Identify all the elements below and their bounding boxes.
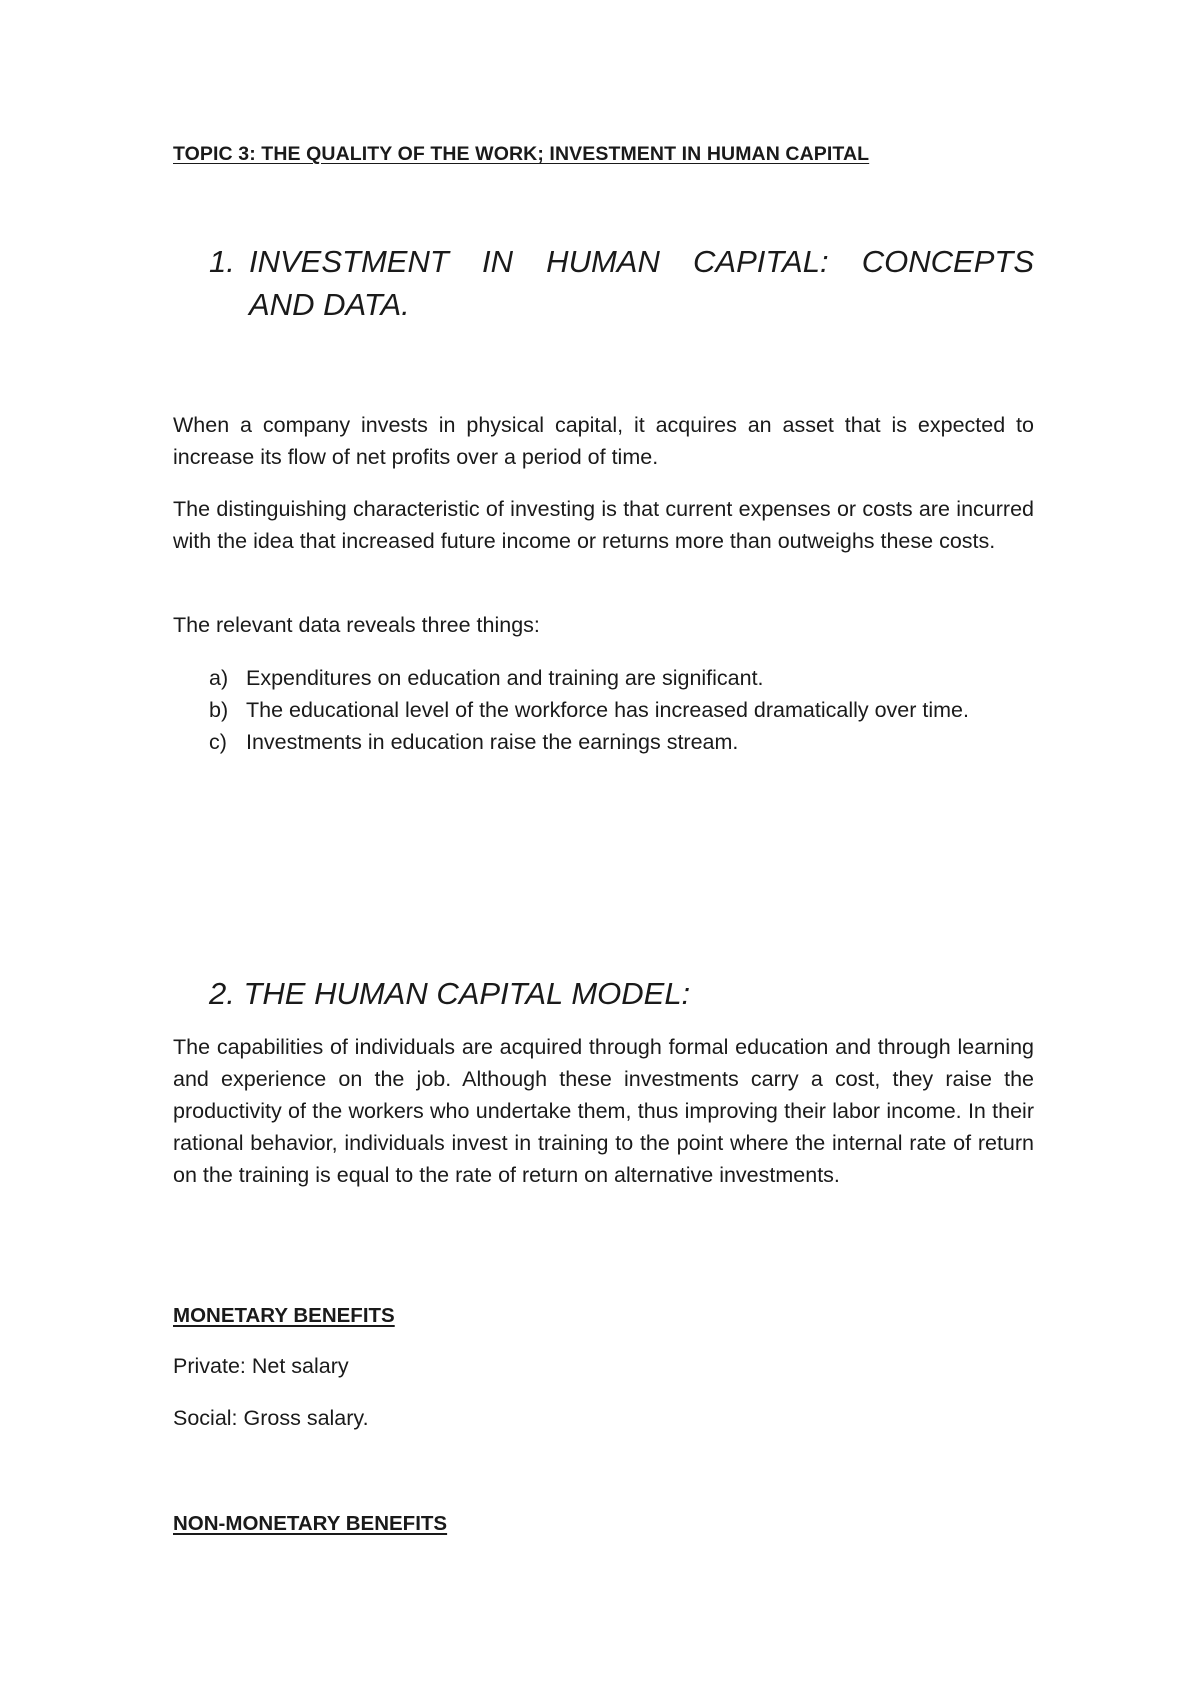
monetary-benefits-heading: MONETARY BENEFITS (173, 1304, 395, 1327)
list-marker: b) (209, 698, 229, 722)
list-item-text: The educational level of the workforce has increased dramatically over time. (246, 698, 969, 722)
section-2-heading: 2. THE HUMAN CAPITAL MODEL: (209, 976, 691, 1011)
section-1-title-line2: AND DATA. (249, 287, 410, 322)
section-1-heading (209, 240, 1034, 326)
list-item-text: Expenditures on education and training are significant. (246, 666, 764, 690)
social-benefit-line: Social: Gross salary. (173, 1406, 369, 1430)
list-marker: c) (209, 730, 227, 754)
section-1-number: 1. (209, 244, 235, 279)
list-item (209, 694, 1034, 726)
paragraph-human-capital-model: The capabilities of individuals are acquired through formal education and through learning and experience on the job. Although these investments carry a cost, they raise the productivity of the workers who undertake them, thus improving their labor income. In their rational behavior, individuals invest in training to the point where the internal rate of return on the training is equal to the rate of return on alternative investments. (173, 1035, 1034, 1187)
list-marker: a) (209, 666, 229, 690)
section-1-title-line1: INVESTMENT IN HUMAN CAPITAL: CONCEPTS (249, 244, 1034, 279)
list-item (209, 662, 1034, 694)
data-findings-list (209, 662, 1034, 758)
topic-title: TOPIC 3: THE QUALITY OF THE WORK; INVESTMENT IN HUMAN CAPITAL (173, 143, 870, 165)
paragraph-physical-capital: When a company invests in physical capital, it acquires an asset that is expected to increase its flow of net profits over a period of time. (173, 413, 1034, 469)
paragraph-relevant-data: The relevant data reveals three things: (173, 613, 540, 637)
list-item (209, 726, 1034, 758)
private-benefit-line: Private: Net salary (173, 1354, 349, 1378)
list-item-text: Investments in education raise the earnings stream. (246, 730, 739, 754)
section-1-title (249, 240, 1034, 326)
non-monetary-benefits-heading: NON-MONETARY BENEFITS (173, 1512, 448, 1535)
paragraph-investing-characteristic: The distinguishing characteristic of investing is that current expenses or costs are incurred with the idea that increased future income or returns more than outweighs these costs. (173, 497, 1034, 553)
